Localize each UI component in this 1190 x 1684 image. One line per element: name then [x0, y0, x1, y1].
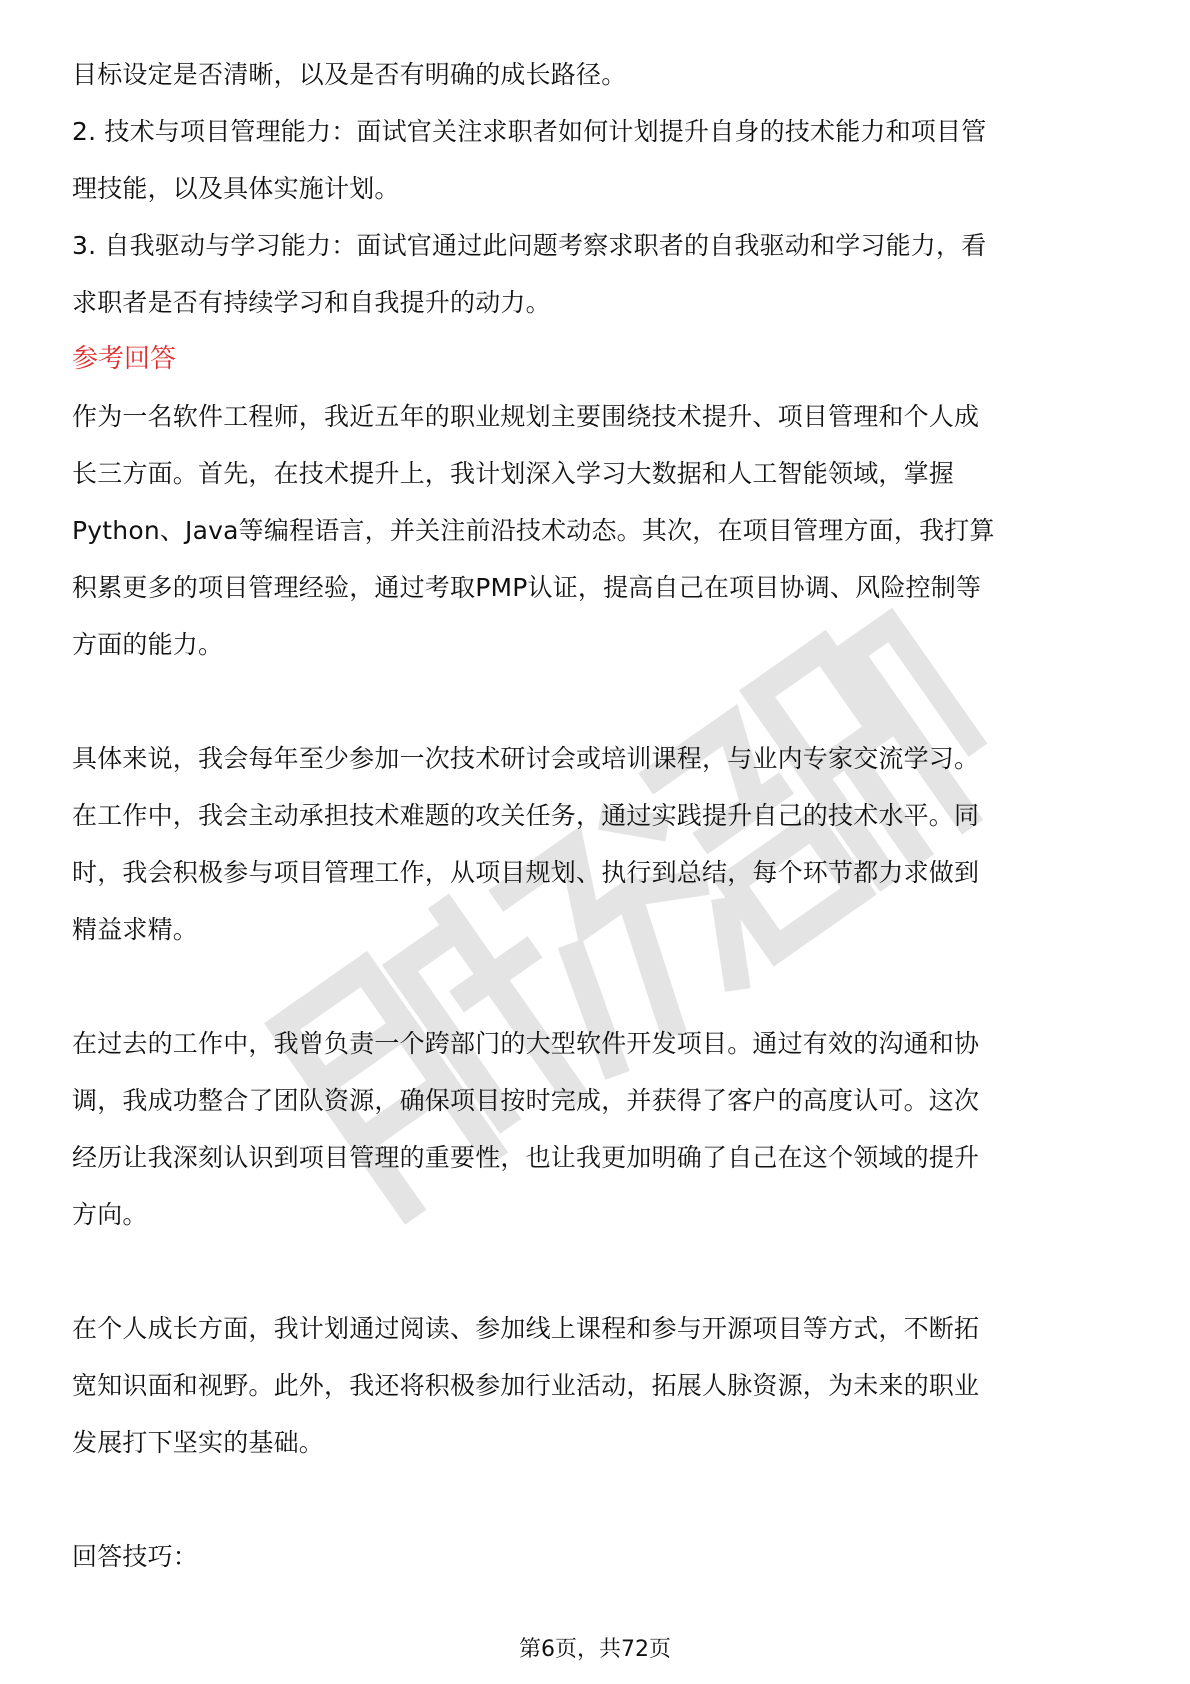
paragraph-line: Python、Java等编程语言，并关注前沿技术动态。其次，在项目管理方面，我打算: [72, 516, 995, 545]
document-body: [72, 46, 1118, 1585]
paragraph-line: 精益求精。: [72, 915, 199, 944]
intro-line: 求职者是否有持续学习和自我提升的动力。: [72, 288, 551, 317]
paragraph-line: 在工作中，我会主动承担技术难题的攻关任务，通过实践提升自己的技术水平。同: [72, 801, 980, 830]
paragraph-spacer: [72, 1471, 1118, 1528]
section-heading: 参考回答: [72, 344, 177, 374]
paragraph-line: 作为一名软件工程师，我近五年的职业规划主要围绕技术提升、项目管理和个人成: [72, 402, 980, 431]
intro-line: 目标设定是否清晰，以及是否有明确的成长路径。: [72, 60, 627, 89]
paragraph-spacer: [72, 673, 1118, 730]
paragraph-line: 长三方面。首先，在技术提升上，我计划深入学习大数据和人工智能领域，掌握: [72, 459, 955, 488]
intro-line: 2. 技术与项目管理能力：面试官关注求职者如何计划提升自身的技术能力和项目管: [72, 117, 987, 146]
paragraph-line: 在过去的工作中，我曾负责一个跨部门的大型软件开发项目。通过有效的沟通和协: [72, 1029, 980, 1058]
paragraph-line: 调，我成功整合了团队资源，确保项目按时完成，并获得了客户的高度认可。这次: [72, 1086, 980, 1115]
paragraph-spacer: [72, 958, 1118, 1015]
paragraph-line: 宽知识面和视野。此外，我还将积极参加行业活动，拓展人脉资源，为未来的职业: [72, 1371, 980, 1400]
intro-line: 理技能，以及具体实施计划。: [72, 174, 400, 203]
page-number-footer: 第6页，共72页: [519, 1637, 671, 1662]
intro-line: 3. 自我驱动与学习能力：面试官通过此问题考察求职者的自我驱动和学习能力，看: [72, 231, 987, 260]
tips-label: 回答技巧：: [72, 1542, 199, 1571]
paragraph-spacer: [72, 1243, 1118, 1300]
paragraph-line: 方向。: [72, 1200, 148, 1229]
paragraph-line: 在个人成长方面，我计划通过阅读、参加线上课程和参与开源项目等方式，不断拓: [72, 1314, 980, 1343]
paragraph-line: 发展打下坚实的基础。: [72, 1428, 325, 1457]
paragraph-line: 时，我会积极参与项目管理工作，从项目规划、执行到总结，每个环节都力求做到: [72, 858, 980, 887]
paragraph-line: 经历让我深刻认识到项目管理的重要性，也让我更加明确了自己在这个领域的提升: [72, 1143, 980, 1172]
paragraph-line: 具体来说，我会每年至少参加一次技术研讨会或培训课程，与业内专家交流学习。: [72, 744, 980, 773]
paragraph-line: 方面的能力。: [72, 630, 224, 659]
paragraph-line: 积累更多的项目管理经验，通过考取PMP认证，提高自己在项目协调、风险控制等: [72, 573, 982, 602]
